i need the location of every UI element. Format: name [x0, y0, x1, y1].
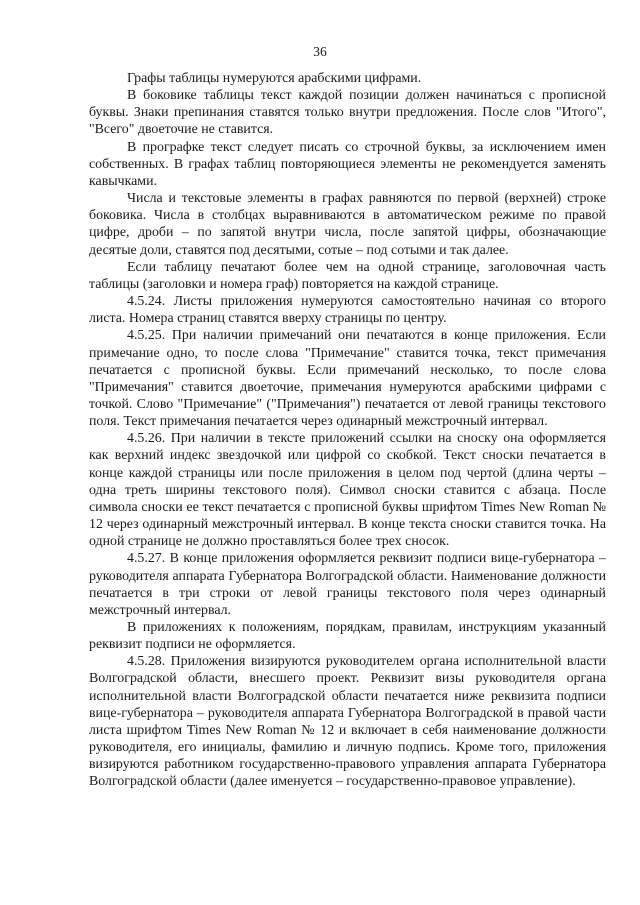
- page-number: 36: [313, 44, 327, 59]
- paragraph: 4.5.26. При наличии в тексте приложений ссылки на сноску она оформляется как верхний индекс звездочкой или цифрой со скобкой. Текст сноски печатается в конце каждой страницы или после приложения в целом под чертой (длина черты – одна треть ширины текстового поля). Символ сноски ставится с абзаца. После символа сноски ее текст печатается с прописной буквы шрифтом Times New Roman № 12 через одинарный межстрочный интервал. В конце текста сноски ставится точка. На одной странице не должно проставляться более трех сносок.: [89, 431, 606, 550]
- paragraph: Числа и текстовые элементы в графах равняются по первой (верхней) строке боковика. Числа в столбцах выравниваются в автоматическом режиме по правой цифре, дроби – по запятой внутри числа, после запятой цифры, обозначающие десятые доли, ставятся под десятыми, сотые – под сотыми и так далее.: [89, 191, 606, 258]
- paragraph: В приложениях к положениям, порядкам, правилам, инструкциям указанный реквизит подписи не оформляется.: [89, 620, 606, 653]
- paragraph: В прографке текст следует писать со строчной буквы, за исключением имен собственных. В графах таблиц повторяющиеся элементы не рекомендуется заменять кавычками.: [89, 139, 606, 189]
- paragraph: 4.5.24. Листы приложения нумеруются самостоятельно начиная со второго листа. Номера страниц ставятся вверху страницы по центру.: [89, 294, 606, 327]
- document-body: [89, 70, 606, 791]
- paragraph: В боковике таблицы текст каждой позиции должен начинаться с прописной буквы. Знаки препинания ставятся только внутри предложения. После слов "Итого", "Всего" двоеточие не ставится.: [89, 88, 606, 138]
- paragraph: 4.5.28. Приложения визируются руководителем органа исполнительной власти Волгоградской области, внесшего проект. Реквизит визы руководителя органа исполнительной власти Волгоградской области печатается ниже реквизита подписи вице-губернатора – руководителя аппарата Губернатора Волгоградской в правой части листа шрифтом Times New Roman № 12 и включает в себя наименование должности руководителя, его инициалы, фамилию и личную подпись. Кроме того, приложения визируются работником государственно-правового управления аппарата Губернатора Волгоградской области (далее именуется – государственно-правовое управление).: [89, 654, 606, 790]
- paragraph: Если таблицу печатают более чем на одной странице, заголовочная часть таблицы (заголовки и номера граф) повторяется на каждой странице.: [89, 259, 606, 292]
- paragraph: 4.5.25. При наличии примечаний они печатаются в конце приложения. Если примечание одно, то после слова "Примечание" ставится точка, текст примечания печатается с прописной буквы. Если примечаний несколько, то после слова "Примечания" ставится двоеточие, примечания нумеруются арабскими цифрами с точкой. Слово "Примечание" ("Примечания") печатается от левой границы текстового поля. Текст примечания печатается через одинарный межстрочный интервал.: [89, 328, 606, 430]
- paragraph: 4.5.27. В конце приложения оформляется реквизит подписи вице-губернатора – руководителя аппарата Губернатора Волгоградской области. Наименование должности печатается в три строки от левой границы текстового поля через одинарный межстрочный интервал.: [89, 551, 606, 618]
- paragraph: Графы таблицы нумеруются арабскими цифрами.: [127, 71, 422, 86]
